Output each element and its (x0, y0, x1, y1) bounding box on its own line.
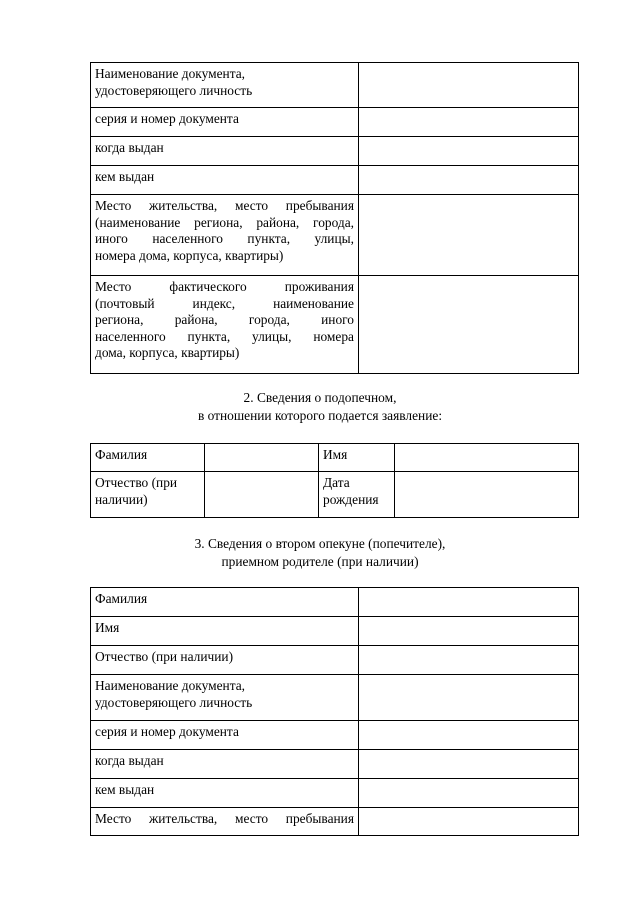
doc-issued-by-label: кем выдан (91, 166, 359, 195)
section3-heading-line1: 3. Сведения о втором опекуне (попечителе), (194, 536, 446, 551)
guardian-name-field[interactable] (359, 617, 579, 646)
ward-patronymic-label (91, 472, 205, 518)
guardian-surname-field[interactable] (359, 588, 579, 617)
guardian-residence-label-line: Место жительства, место пребывания (95, 811, 354, 826)
section2-heading-line1: 2. Сведения о подопечном, (243, 390, 397, 405)
ward-name-field[interactable] (395, 444, 579, 472)
ward-patronymic-label-line1: Отчество (при (95, 475, 178, 490)
guardian-patronymic-field[interactable] (359, 646, 579, 675)
guardian-issued-when-field[interactable] (359, 750, 579, 779)
residence-label-line: Место жительства, место пребывания (95, 198, 354, 213)
actual-residence-label-line: региона, района, города, иного (95, 312, 354, 328)
doc-issued-when-field[interactable] (359, 137, 579, 166)
ward-birthdate-label (319, 472, 395, 518)
actual-residence-label-line: дома, корпуса, квартиры) (95, 345, 240, 361)
residence-field[interactable] (359, 195, 579, 276)
actual-residence-label (91, 276, 359, 374)
ward-surname-label: Фамилия (91, 444, 205, 472)
section3-heading-line2: приемном родителе (при наличии) (221, 554, 419, 569)
residence-label-line: номера дома, корпуса, квартиры) (95, 247, 284, 263)
doc-name-label-line: Наименование документа, (95, 66, 246, 81)
section3-heading (0, 535, 640, 571)
section2-heading (0, 389, 640, 425)
actual-residence-label-line: (почтовый индекс, наименование (95, 295, 354, 311)
actual-residence-field[interactable] (359, 276, 579, 374)
residence-label-line: (наименование региона, района, города, (95, 214, 354, 230)
guardian-surname-label: Фамилия (91, 588, 359, 617)
ward-surname-field[interactable] (205, 444, 319, 472)
doc-issued-by-field[interactable] (359, 166, 579, 195)
ward-birthdate-label-line1: Дата (323, 475, 350, 490)
guardian-residence-label (91, 808, 359, 836)
second-guardian-table (90, 587, 579, 836)
guardian-issued-when-label: когда выдан (91, 750, 359, 779)
guardian-doc-name-label-line2: удостоверяющего личность (95, 694, 253, 710)
guardian-doc-name-label-line1: Наименование документа, (95, 678, 246, 693)
ward-birthdate-label-line2: рождения (323, 491, 379, 507)
ward-patronymic-label-line2: наличии) (95, 491, 148, 507)
actual-residence-label-line: Место фактического проживания (95, 279, 354, 294)
doc-name-label (91, 63, 359, 108)
doc-series-label: серия и номер документа (91, 108, 359, 137)
guardian-doc-name-label (91, 675, 359, 721)
guardian-issued-by-label: кем выдан (91, 779, 359, 808)
doc-name-field[interactable] (359, 63, 579, 108)
guardian-doc-series-label: серия и номер документа (91, 721, 359, 750)
ward-patronymic-field[interactable] (205, 472, 319, 518)
ward-table (90, 443, 579, 518)
guardian-doc-series-field[interactable] (359, 721, 579, 750)
guardian-doc-name-field[interactable] (359, 675, 579, 721)
guardian-name-label: Имя (91, 617, 359, 646)
residence-label-line: иного населенного пункта, улицы, (95, 231, 354, 247)
residence-label (91, 195, 359, 276)
actual-residence-label-line: населенного пункта, улицы, номера (95, 328, 354, 344)
doc-issued-when-label: когда выдан (91, 137, 359, 166)
guardian-issued-by-field[interactable] (359, 779, 579, 808)
ward-name-label: Имя (319, 444, 395, 472)
doc-series-field[interactable] (359, 108, 579, 137)
guardian-residence-field[interactable] (359, 808, 579, 836)
ward-birthdate-field[interactable] (395, 472, 579, 518)
doc-name-label-line: удостоверяющего личность (95, 82, 253, 98)
section2-heading-line2: в отношении которого подается заявление: (197, 408, 443, 423)
guardian-patronymic-label: Отчество (при наличии) (91, 646, 359, 675)
applicant-document-table (90, 62, 579, 374)
